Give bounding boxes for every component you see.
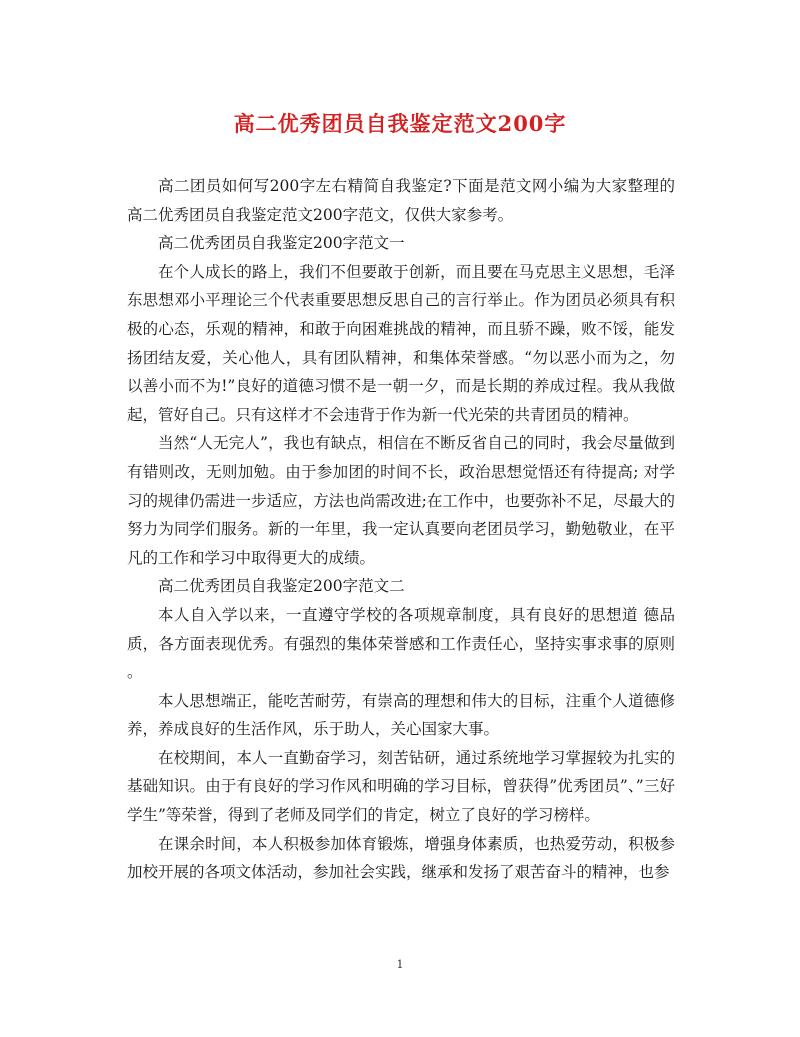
body-paragraph: 本人思想端正，能吃苦耐劳，有崇高的理想和伟大的目标，注重个人道德修养，养成良好的生活作风，乐于助人，关心国家大事。 bbox=[127, 691, 675, 739]
section-heading-two: 高二优秀团员自我鉴定200字范文二 bbox=[158, 577, 405, 596]
body-paragraph: 本人自入学以来，一直遵守学校的各项规章制度，具有良好的思想道 德品质，各方面表现优秀。有强烈的集体荣誉感和工作责任心，坚持实事求事的原则 。 bbox=[127, 605, 675, 682]
body-paragraph: 在个人成长的路上，我们不但要敢于创新，而且要在马克思主义思想，毛泽东思想邓小平理论三个代表重要思想反思自己的言行举止。作为团员必须具有积极的心态，乐观的精神，和敢于向困难挑战的精神，而且骄不躁，败不馁，能发扬团结友爱，关心他人，具有团队精神，和集体荣誉感。“勿以恶小而为之，勿以善小而不为!”良好的道德习惯不是一朝一夕，而是长期的养成过程。我从我做起，管好自己。只有这样才不会违背于作为新一代光荣的共青团员的精神。 bbox=[127, 262, 675, 424]
page-number: 1 bbox=[396, 958, 404, 971]
document-body bbox=[127, 172, 675, 887]
intro-paragraph: 高二团员如何写200字左右精简自我鉴定?下面是范文网小编为大家整理的高二优秀团员自我鉴定范文200字范文，仅供大家参考。 bbox=[127, 177, 675, 224]
page-title: 高二优秀团员自我鉴定范文200字 bbox=[233, 111, 567, 136]
body-paragraph: 在课余时间，本人积极参加体育锻炼，增强身体素质，也热爱劳动，积极参加校开展的各项文体活动，参加社会实践，继承和发扬了艰苦奋斗的精神，也参 bbox=[127, 834, 675, 882]
body-paragraph: 在校期间，本人一直勤奋学习，刻苦钻研，通过系统地学习掌握较为扎实的基础知识。由于有良好的学习作风和明确的学习目标，曾获得”优秀团员”、”三好学生”等荣誉，得到了老师及同学们的肯定，树立了良好的学习榜样。 bbox=[127, 748, 675, 825]
body-paragraph: 当然“人无完人”，我也有缺点，相信在不断反省自己的同时，我会尽量做到有错则改，无则加勉。由于参加团的时间不长，政治思想觉悟还有待提高; 对学习的规律仍需进一步适应，方法也尚需改进;在工作中，也要弥补不足，尽最大的努力为同学们服务。新的一年里，我一定认真要向老团员学习，勤勉敬业，在平凡的工作和学习中取得更大的成绩。 bbox=[127, 434, 675, 567]
section-heading-one: 高二优秀团员自我鉴定200字范文一 bbox=[158, 234, 405, 253]
